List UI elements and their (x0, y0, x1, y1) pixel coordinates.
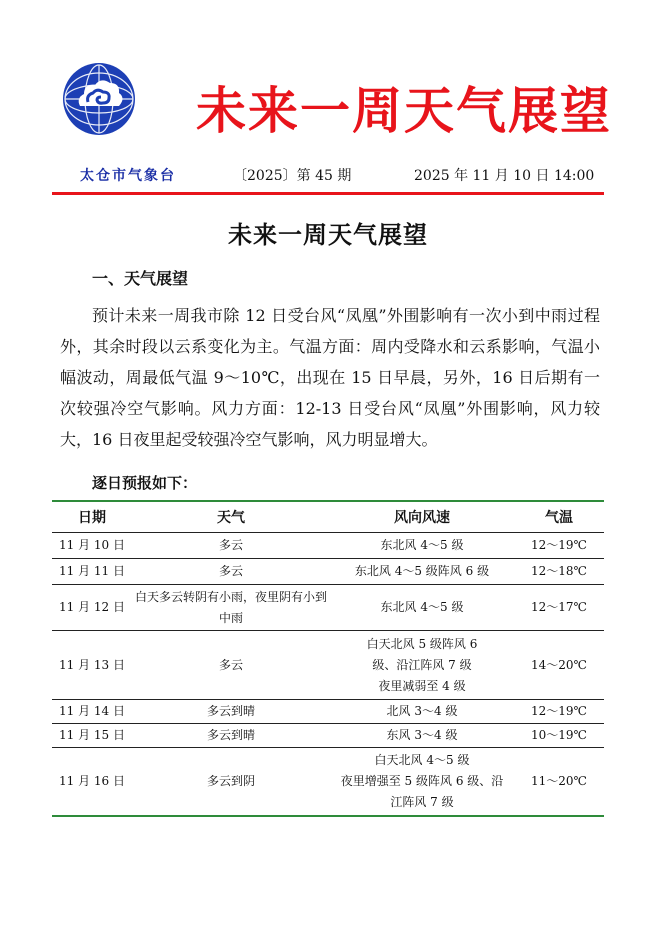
cell-wind: 东北风 4～5 级 (330, 585, 514, 631)
cell-temp: 14～20℃ (514, 631, 604, 700)
header-weather: 天气 (132, 501, 330, 533)
cell-weather: 多云到晴 (132, 724, 330, 748)
table-header-row (52, 501, 604, 533)
table-row (52, 559, 604, 585)
cell-temp: 12～17℃ (514, 585, 604, 631)
header-temperature: 气温 (514, 501, 604, 533)
wind-line: 白天北风 4～5 级 (374, 752, 470, 767)
cell-temp: 12～18℃ (514, 559, 604, 585)
table-row (52, 533, 604, 559)
issue-number: 〔2025〕第 45 期 (233, 168, 352, 184)
cell-temp: 10～19℃ (514, 724, 604, 748)
cell-weather: 多云 (132, 533, 330, 559)
cell-date: 11 月 14 日 (52, 700, 132, 724)
meteorological-logo-icon (62, 62, 136, 136)
cell-date: 11 月 16 日 (52, 748, 132, 816)
cell-wind: 东北风 4～5 级 (330, 533, 514, 559)
cell-weather: 多云到阴 (132, 748, 330, 816)
table-row (52, 700, 604, 724)
wind-line: 夜里减弱至 4 级 (378, 678, 466, 693)
cell-temp: 11～20℃ (514, 748, 604, 816)
cell-date: 11 月 13 日 (52, 631, 132, 700)
header-wind: 风向风速 (330, 501, 514, 533)
cell-date: 11 月 11 日 (52, 559, 132, 585)
cell-weather: 白天多云转阴有小雨，夜里阴有小到中雨 (132, 585, 330, 631)
table-row (52, 724, 604, 748)
wind-line: 白天北风 5 级阵风 6 级、沿江阵风 7 级 (366, 636, 478, 672)
section-heading: 一、天气展望 (92, 269, 189, 288)
outlook-paragraph: 预计未来一周我市除 12 日受台风“凤凰”外围影响有一次小到中雨过程外，其余时段以云系变化为主。气温方面：周内受降水和云系影响，气温小幅波动，周最低气温 9～10℃，出现在 15 日早晨，另外，16 日后期有一次较强冷空气影响。风力方面：12-13 日受台风“凤凰”外围影响，风力较大，16 日夜里起受较强冷空气影响，风力明显增大。 (60, 306, 600, 449)
cell-wind (330, 748, 514, 816)
cell-date: 11 月 10 日 (52, 533, 132, 559)
cell-temp: 12～19℃ (514, 700, 604, 724)
table-row (52, 748, 604, 816)
header-divider (52, 192, 604, 195)
cell-weather: 多云到晴 (132, 700, 330, 724)
forecast-table (52, 500, 604, 817)
table-row (52, 585, 604, 631)
masthead-title: 未来一周天气展望 (196, 82, 612, 140)
wind-line: 夜里增强至 5 级阵风 6 级、沿江阵风 7 级 (340, 773, 504, 809)
issue-info-row (0, 165, 656, 187)
issue-date: 2025 年 11 月 10 日 14:00 (414, 168, 595, 184)
station-name: 太仓市气象台 (80, 168, 176, 184)
cell-temp: 12～19℃ (514, 533, 604, 559)
header-date: 日期 (52, 501, 132, 533)
cell-weather: 多云 (132, 631, 330, 700)
cell-wind: 北风 3～4 级 (330, 700, 514, 724)
table-row (52, 631, 604, 700)
cell-date: 11 月 15 日 (52, 724, 132, 748)
document-title: 未来一周天气展望 (228, 220, 428, 249)
cell-date: 11 月 12 日 (52, 585, 132, 631)
cell-wind: 东北风 4～5 级阵风 6 级 (330, 559, 514, 585)
table-intro: 逐日预报如下： (92, 474, 198, 492)
cell-wind (330, 631, 514, 700)
cell-weather: 多云 (132, 559, 330, 585)
cell-wind: 东风 3～4 级 (330, 724, 514, 748)
